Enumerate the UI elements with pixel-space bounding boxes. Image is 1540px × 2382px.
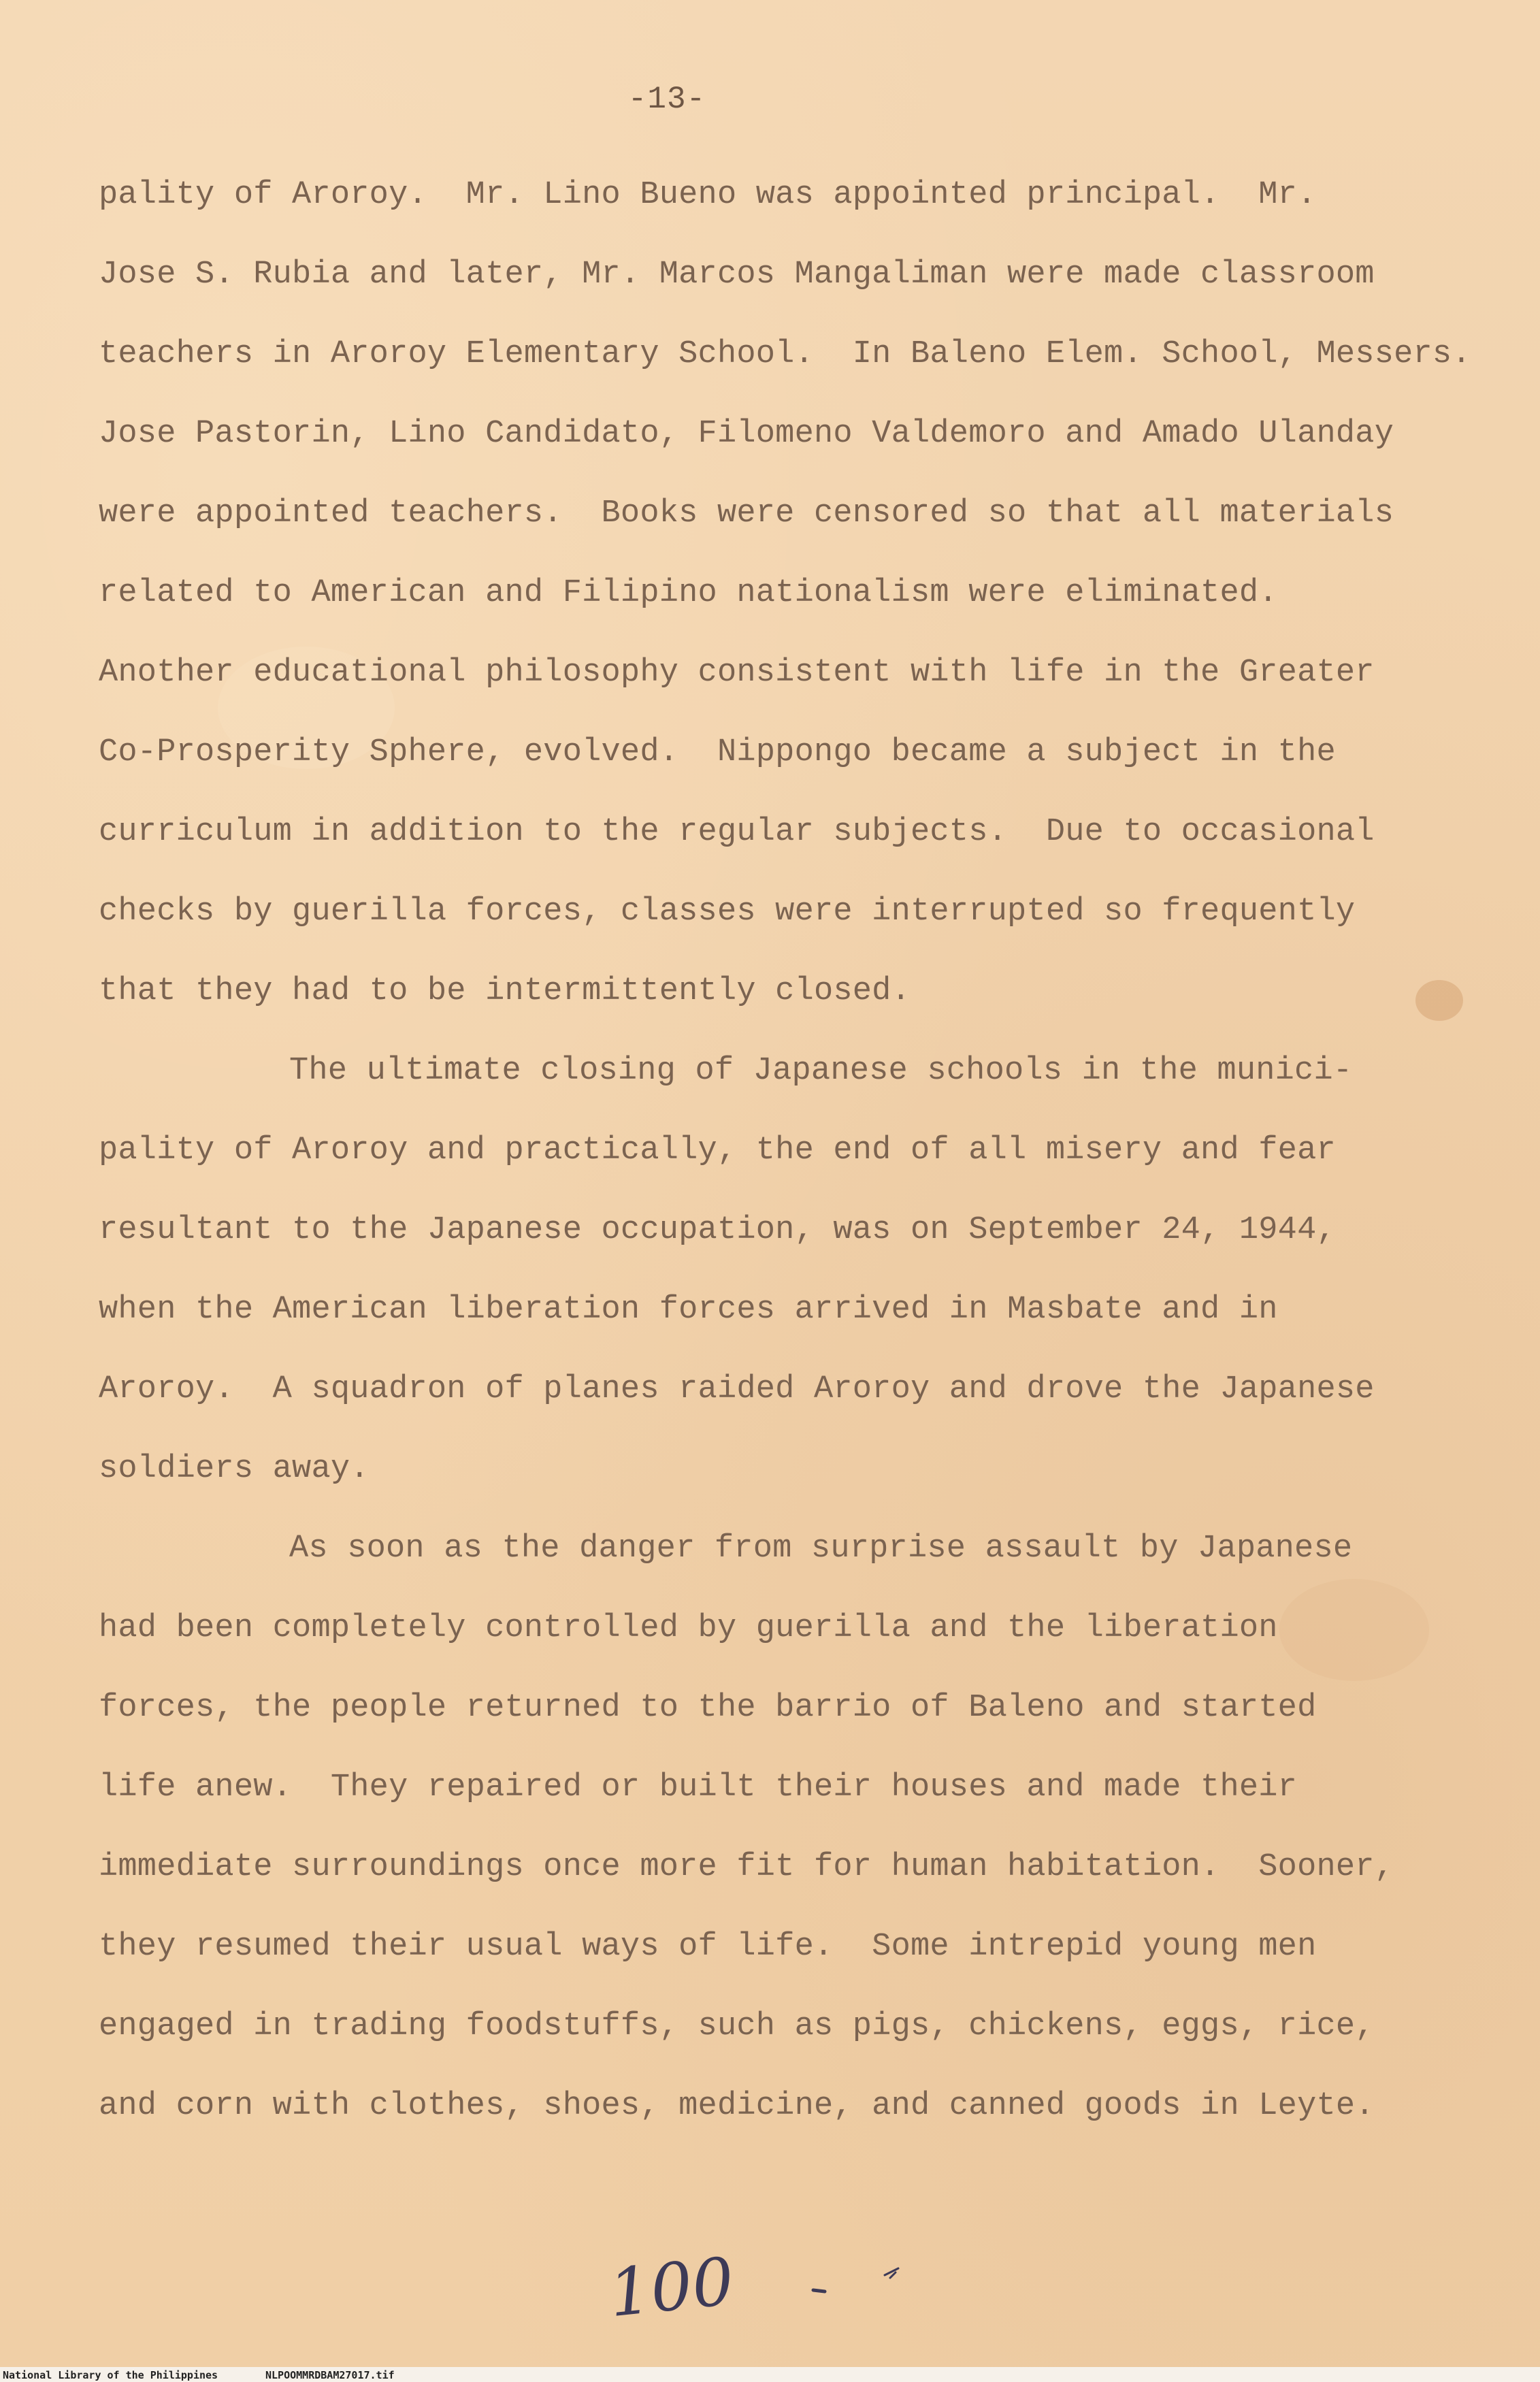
paragraph-start-line: As soon as the danger from surprise assault by Japanese [289, 1531, 1353, 1567]
text-line: that they had to be intermittently closed. [99, 973, 911, 1009]
text-line: immediate surroundings once more fit for human habitation. Sooner, [99, 1849, 1394, 1885]
text-line: pality of Aroroy. Mr. Lino Bueno was appointed principal. Mr. [99, 177, 1317, 213]
text-line: when the American liberation forces arrived in Masbate and in [99, 1292, 1278, 1328]
footer-file-name: NLPOOMMRDBAM27017.tif [265, 2369, 395, 2381]
text-line: were appointed teachers. Books were censored so that all materials [99, 495, 1394, 532]
page-number: -13- [627, 82, 706, 117]
text-line: resultant to the Japanese occupation, was on September 24, 1944, [99, 1212, 1336, 1248]
footer-institution: National Library of the Philippines [3, 2369, 218, 2381]
pen-mark-icon [810, 2263, 905, 2304]
body-text [99, 155, 1480, 2146]
text-line: Jose S. Rubia and later, Mr. Marcos Mangaliman were made classroom [99, 257, 1375, 293]
text-line: checks by guerilla forces, classes were interrupted so frequently [99, 894, 1356, 930]
text-line: soldiers away. [99, 1451, 370, 1487]
text-line: Co-Prosperity Sphere, evolved. Nippongo became a subject in the [99, 734, 1336, 770]
text-line: life anew. They repaired or built their houses and made their [99, 1769, 1298, 1806]
handwritten-page-count: 100 [605, 2242, 738, 2332]
text-line: Aroroy. A squadron of planes raided Aroroy and drove the Japanese [99, 1371, 1375, 1407]
text-line: curriculum in addition to the regular subjects. Due to occasional [99, 814, 1375, 850]
text-line: Jose Pastorin, Lino Candidato, Filomeno Valdemoro and Amado Ulanday [99, 416, 1394, 452]
paragraph-start-line: The ultimate closing of Japanese schools in the munici- [289, 1053, 1353, 1089]
text-line: Another educational philosophy consistent with life in the Greater [99, 655, 1375, 691]
text-line: engaged in trading foodstuffs, such as pigs, chickens, eggs, rice, [99, 2008, 1375, 2044]
text-line: related to American and Filipino nationalism were eliminated. [99, 575, 1278, 611]
text-line: forces, the people returned to the barrio of Baleno and started [99, 1690, 1317, 1726]
text-line: pality of Aroroy and practically, the end of all misery and fear [99, 1132, 1336, 1169]
text-line: had been completely controlled by guerilla and the liberation [99, 1610, 1278, 1646]
text-line: and corn with clothes, shoes, medicine, and canned goods in Leyte. [99, 2088, 1375, 2124]
footer-strip [0, 2367, 1540, 2382]
text-line: they resumed their usual ways of life. Some intrepid young men [99, 1929, 1317, 1965]
text-line: teachers in Aroroy Elementary School. In Baleno Elem. School, Messers. [99, 336, 1471, 372]
